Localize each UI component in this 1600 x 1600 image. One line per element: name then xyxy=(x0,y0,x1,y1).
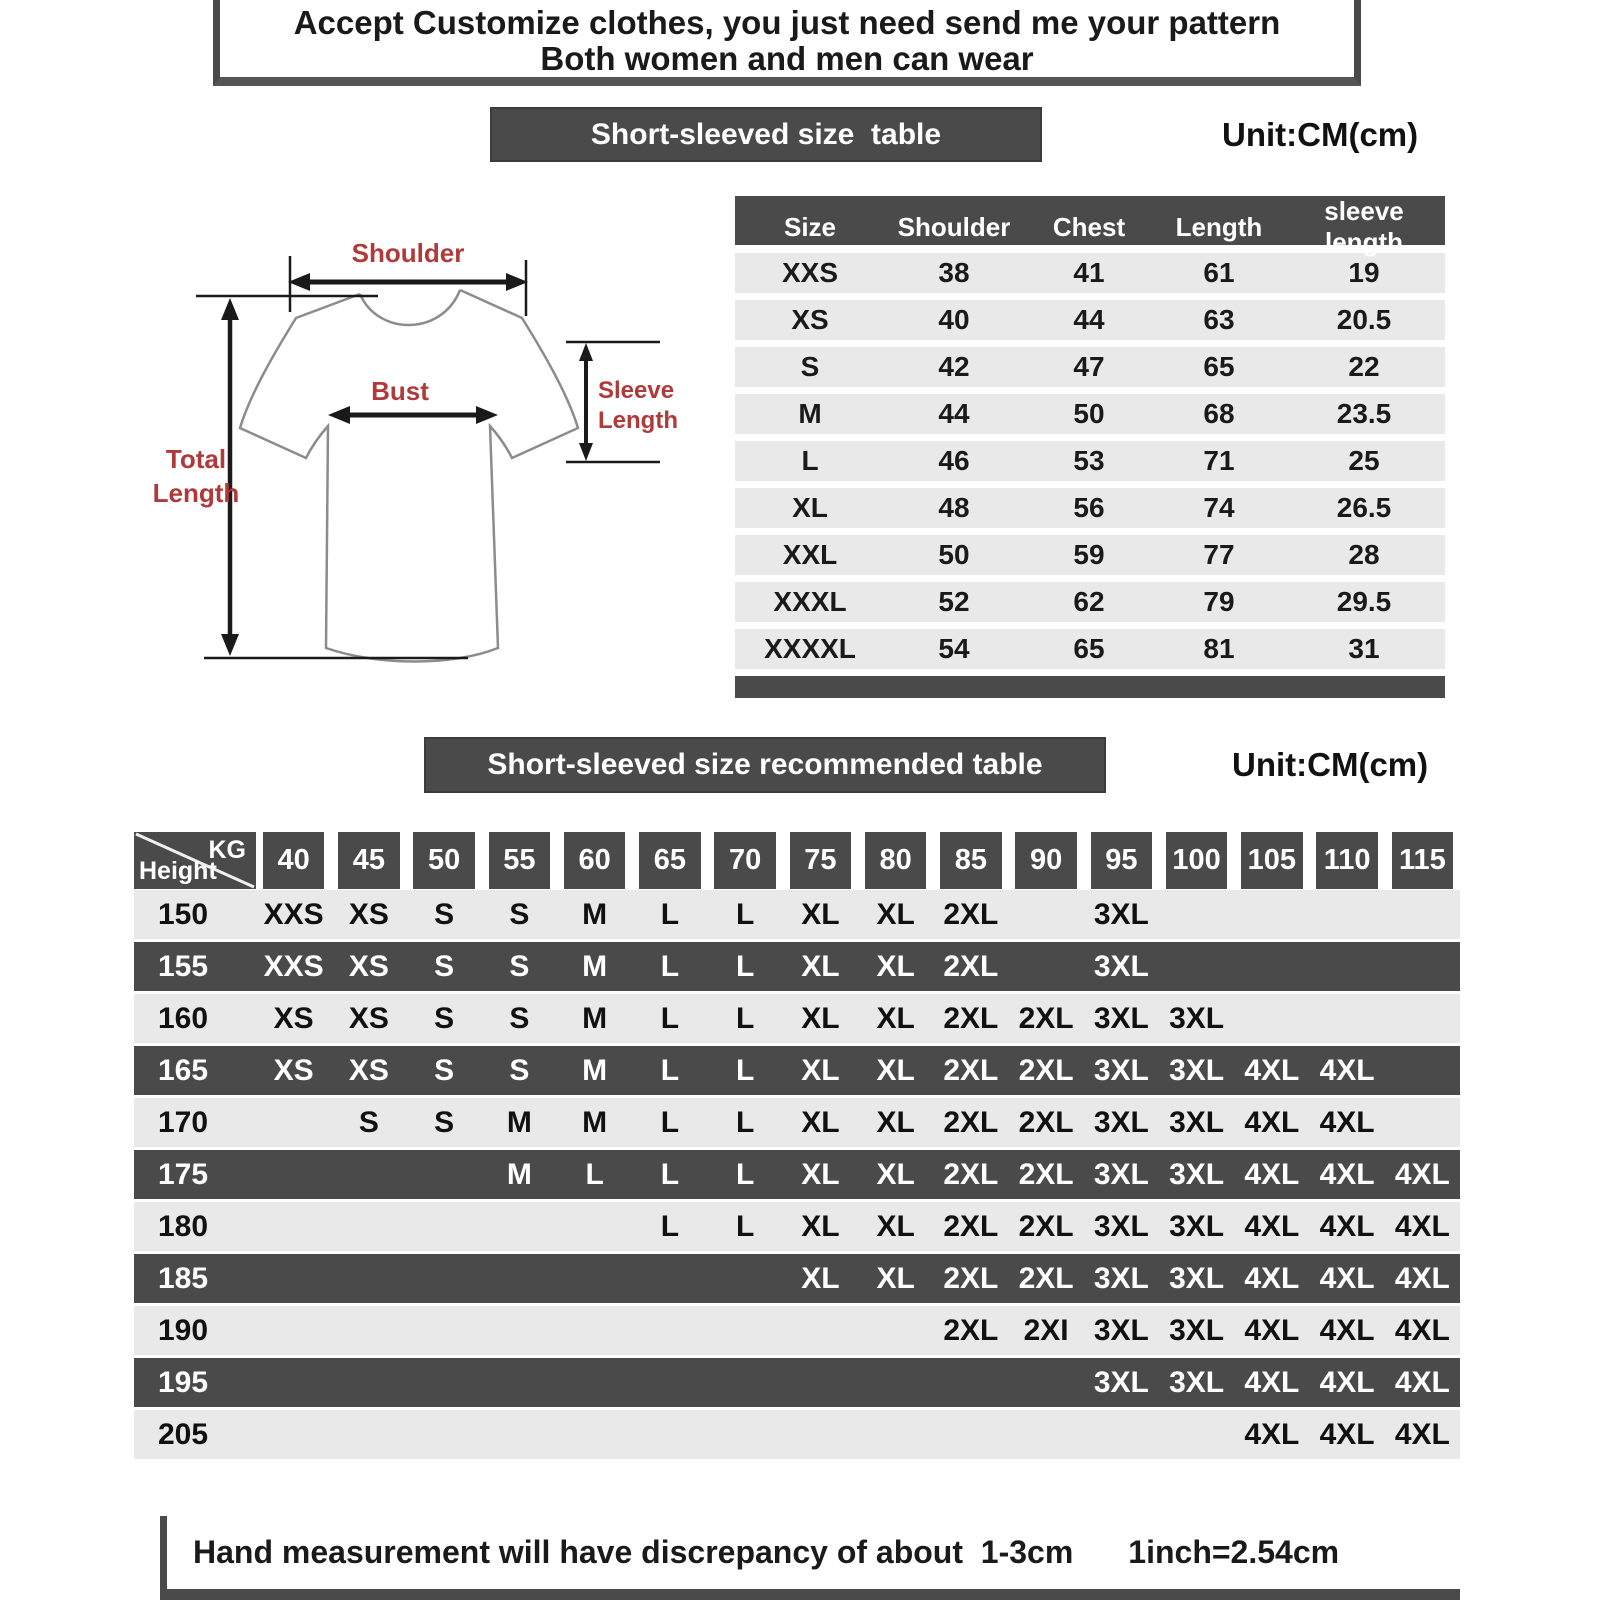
total-length-label-1: Total xyxy=(165,444,227,474)
measurement-cell: 28 xyxy=(1348,539,1380,570)
size-recommendation-cell: 4XL xyxy=(1394,1157,1450,1191)
size-recommendation-cell: 3XL xyxy=(1169,1105,1225,1139)
size-recommendation-cell: 4XL xyxy=(1244,1261,1300,1295)
weight-header-value: 100 xyxy=(1166,832,1228,889)
size-recommendation-cell: 3XL xyxy=(1093,1261,1149,1295)
size-recommendation-cell: 2XL xyxy=(943,1209,999,1243)
size-name-cell: L xyxy=(801,445,819,476)
size-recommendation-cell: L xyxy=(735,1157,755,1191)
measurement-cell: 61 xyxy=(1203,257,1235,288)
measurement-cell: 54 xyxy=(938,633,970,664)
height-row-label: 175 xyxy=(158,1157,209,1191)
size-recommendation-cell: 4XL xyxy=(1244,1313,1300,1347)
size-recommendation-cell: L xyxy=(735,1001,755,1035)
size-recommendation-cell: L xyxy=(660,1157,680,1191)
recommended-table-banner: Short-sleeved size recommended table xyxy=(424,737,1106,793)
height-row-label: 190 xyxy=(158,1313,209,1347)
weight-header-cell xyxy=(1385,832,1460,889)
size-recommendation-cell: 3XL xyxy=(1169,1209,1225,1243)
size-name-cell: XS xyxy=(791,304,829,335)
size-recommendation-cell: M xyxy=(506,1157,532,1191)
weight-header-value: 70 xyxy=(714,832,776,889)
size-recommendation-cell: S xyxy=(358,1105,379,1139)
size-name-cell: XXS xyxy=(781,257,839,288)
size-recommendation-cell: 4XL xyxy=(1244,1105,1300,1139)
weight-header-value: 80 xyxy=(865,832,927,889)
size-name-cell: S xyxy=(800,351,820,382)
size-recommendation-cell: S xyxy=(434,949,455,983)
weight-header-cell xyxy=(1084,832,1159,889)
weight-header-value: 45 xyxy=(338,832,400,889)
size-recommendation-cell: XL xyxy=(876,897,915,931)
size-recommendation-cell: 4XL xyxy=(1319,1105,1375,1139)
size-table-row xyxy=(735,347,1445,387)
size-recommendation-cell: XS xyxy=(273,1001,314,1035)
size-recommendation-cell: S xyxy=(434,1053,455,1087)
weight-header-value: 75 xyxy=(790,832,852,889)
weight-header-value: 50 xyxy=(413,832,475,889)
size-recommendation-cell: 2XL xyxy=(943,1261,999,1295)
size-recommendation-cell: 4XL xyxy=(1394,1209,1450,1243)
recommend-row xyxy=(134,1358,1460,1407)
recommend-row xyxy=(134,994,1460,1043)
tshirt-shape xyxy=(240,290,578,662)
size-recommendation-cell: 4XL xyxy=(1394,1365,1450,1399)
tshirt-diagram xyxy=(138,230,686,700)
size-table-row xyxy=(735,394,1445,434)
size-recommendation-cell: 4XL xyxy=(1319,1365,1375,1399)
size-recommendation-cell: 4XL xyxy=(1319,1261,1375,1295)
sleeve-length-label-1: Sleeve xyxy=(598,377,675,404)
size-recommendation-cell: XS xyxy=(348,1053,389,1087)
measurement-cell: 40 xyxy=(938,304,970,335)
weight-header-cell xyxy=(482,832,557,889)
recommend-row xyxy=(134,1202,1460,1251)
weight-header-cell xyxy=(858,832,933,889)
measurement-cell: 59 xyxy=(1073,539,1105,570)
size-recommendation-cell: 3XL xyxy=(1169,1001,1225,1035)
weight-header-value: 110 xyxy=(1316,832,1378,889)
size-recommendation-cell: M xyxy=(582,897,608,931)
height-row-label: 165 xyxy=(158,1053,209,1087)
height-row-label: 170 xyxy=(158,1105,209,1139)
weight-header-cell xyxy=(1234,832,1309,889)
size-recommendation-cell: 3XL xyxy=(1169,1157,1225,1191)
weight-header-cell xyxy=(331,832,406,889)
size-recommendation-cell: M xyxy=(506,1105,532,1139)
bust-label: Bust xyxy=(371,376,429,406)
recommend-row xyxy=(134,1098,1460,1147)
size-recommendation-cell: XS xyxy=(348,949,389,983)
size-table-row xyxy=(735,441,1445,481)
size-recommendation-cell: S xyxy=(509,949,530,983)
measurement-cell: 48 xyxy=(938,492,970,523)
weight-header-cell xyxy=(1310,832,1385,889)
size-recommendation-cell: S xyxy=(434,897,455,931)
size-recommendation-cell: 2XL xyxy=(1018,1261,1074,1295)
size-recommendation-cell: 2XL xyxy=(943,1053,999,1087)
weight-header-cell xyxy=(407,832,482,889)
measurement-cell: 38 xyxy=(938,257,970,288)
weight-header-value: 95 xyxy=(1091,832,1153,889)
measurement-cell: 79 xyxy=(1203,586,1235,617)
weight-header-cell xyxy=(783,832,858,889)
size-recommendation-cell: XL xyxy=(876,949,915,983)
measurement-cell: 29.5 xyxy=(1336,586,1392,617)
size-recommendation-cell: XXS xyxy=(263,949,324,983)
size-table-row xyxy=(735,300,1445,340)
size-recommendation-cell: 2XL xyxy=(943,1313,999,1347)
size-recommendation-cell: 3XL xyxy=(1093,1001,1149,1035)
size-recommendation-cell: 2XL xyxy=(1018,1209,1074,1243)
size-recommendation-cell: 3XL xyxy=(1093,1209,1149,1243)
size-recommendation-cell: L xyxy=(735,1053,755,1087)
measurement-cell: 77 xyxy=(1203,539,1235,570)
size-table-row xyxy=(735,582,1445,622)
size-recommendation-cell: M xyxy=(582,1053,608,1087)
size-recommendation-cell: XS xyxy=(348,897,389,931)
measurement-note: Hand measurement will have discrepancy of about 1-3cm xyxy=(193,1534,1074,1570)
size-recommendation-cell: 4XL xyxy=(1244,1417,1300,1451)
size-recommendation-cell: M xyxy=(582,949,608,983)
size-recommendation-cell: S xyxy=(509,1001,530,1035)
measurement-cell: 25 xyxy=(1348,445,1380,476)
weight-header-value: 60 xyxy=(564,832,626,889)
size-recommendation-cell: XS xyxy=(348,1001,389,1035)
size-name-cell: XXL xyxy=(782,539,838,570)
size-recommendation-cell: 3XL xyxy=(1169,1261,1225,1295)
size-recommendation-cell: XL xyxy=(876,1053,915,1087)
size-recommendation-cell: 4XL xyxy=(1319,1053,1375,1087)
measurement-cell: 26.5 xyxy=(1336,492,1392,523)
size-name-cell: XXXXL xyxy=(764,633,856,664)
measurement-cell: 74 xyxy=(1203,492,1235,523)
weight-header-cell xyxy=(933,832,1008,889)
size-recommendation-cell: 4XL xyxy=(1244,1053,1300,1087)
weight-header-value: 55 xyxy=(489,832,551,889)
size-table-banner: Short-sleeved size table xyxy=(490,107,1042,162)
size-recommendation-cell: L xyxy=(660,897,680,931)
size-table-col-header: sleeve length xyxy=(1324,196,1404,257)
weight-header-value: 85 xyxy=(940,832,1002,889)
measurement-cell: 23.5 xyxy=(1336,398,1392,429)
size-recommendation-cell: L xyxy=(660,949,680,983)
size-recommendation-cell: XL xyxy=(801,1261,840,1295)
size-recommendation-cell: 3XL xyxy=(1093,1157,1149,1191)
size-table-body xyxy=(735,253,1445,669)
size-name-cell: M xyxy=(798,398,822,429)
size-recommendation-cell: XL xyxy=(876,1157,915,1191)
size-recommendation-cell: XL xyxy=(801,1053,840,1087)
weight-header-value: 40 xyxy=(263,832,325,889)
size-recommendation-cell: S xyxy=(434,1105,455,1139)
size-name-cell: XL xyxy=(792,492,828,523)
size-table-col-header: Chest xyxy=(1052,211,1126,242)
measurement-cell: 50 xyxy=(938,539,970,570)
measurement-cell: 44 xyxy=(1073,304,1105,335)
weight-header-cell xyxy=(708,832,783,889)
size-table-row xyxy=(735,488,1445,528)
size-table-col-header: Shoulder xyxy=(897,211,1011,242)
total-length-label-2: Length xyxy=(152,478,240,508)
recommend-row xyxy=(134,942,1460,991)
measurement-cell: 63 xyxy=(1203,304,1235,335)
recommend-row xyxy=(134,1046,1460,1095)
height-row-label: 155 xyxy=(158,949,209,983)
size-recommendation-cell: 4XL xyxy=(1394,1313,1450,1347)
sleeve-length-label-2: Length xyxy=(598,407,678,434)
measurement-cell: 65 xyxy=(1203,351,1235,382)
size-name-cell: XXXL xyxy=(773,586,847,617)
size-recommendation-cell: L xyxy=(735,949,755,983)
measurement-cell: 68 xyxy=(1203,398,1235,429)
recommend-row xyxy=(134,1150,1460,1199)
size-recommendation-cell: 2XL xyxy=(1018,1053,1074,1087)
recommend-row xyxy=(134,1254,1460,1303)
height-row-label: 195 xyxy=(158,1365,209,1399)
height-row-label: 185 xyxy=(158,1261,209,1295)
weight-header-cell xyxy=(256,832,331,889)
height-row-label: 180 xyxy=(158,1209,209,1243)
size-recommendation-cell: 2XL xyxy=(943,949,999,983)
size-recommendation-cell: L xyxy=(660,1105,680,1139)
header-note xyxy=(213,0,1361,86)
size-recommendation-cell: L xyxy=(660,1001,680,1035)
size-recommendation-cell: XXS xyxy=(263,897,324,931)
size-recommendation-cell: XL xyxy=(801,949,840,983)
kg-height-corner-cell xyxy=(134,832,256,889)
unit-label-2: Unit:CM(cm) xyxy=(1232,746,1429,783)
measurement-cell: 31 xyxy=(1348,633,1380,664)
size-recommendation-cell: 3XL xyxy=(1093,949,1149,983)
measurement-cell: 41 xyxy=(1073,257,1105,288)
unit-label-1: Unit:CM(cm) xyxy=(1222,115,1419,153)
size-recommendation-cell: XS xyxy=(273,1053,314,1087)
size-recommendation-cell: XL xyxy=(801,1209,840,1243)
header-line-1: Accept Customize clothes, you just need send me your pattern xyxy=(293,4,1281,41)
size-recommendation-cell: L xyxy=(660,1053,680,1087)
measurement-cell: 81 xyxy=(1203,633,1235,664)
inch-conversion: 1inch=2.54cm xyxy=(1128,1534,1340,1570)
size-recommendation-cell: XL xyxy=(876,1209,915,1243)
size-recommendation-cell: 4XL xyxy=(1244,1157,1300,1191)
size-recommendation-cell: XL xyxy=(876,1105,915,1139)
size-table-col-header: Length xyxy=(1175,211,1263,242)
weight-header-value: 105 xyxy=(1241,832,1303,889)
size-recommendation-cell: 3XL xyxy=(1169,1313,1225,1347)
recommend-table-body xyxy=(134,890,1460,1459)
size-recommendation-cell: L xyxy=(660,1209,680,1243)
weight-header-cell xyxy=(557,832,632,889)
size-recommendation-cell: XL xyxy=(801,1157,840,1191)
size-table-col-header: Size xyxy=(783,211,837,242)
size-table-row xyxy=(735,629,1445,669)
size-recommendation-cell: 4XL xyxy=(1244,1365,1300,1399)
size-recommendation-cell: 2XL xyxy=(943,1001,999,1035)
size-recommendation-cell: L xyxy=(735,1105,755,1139)
size-recommendation-cell: 3XL xyxy=(1093,1105,1149,1139)
size-recommendation-cell: 3XL xyxy=(1169,1053,1225,1087)
kg-label: KG xyxy=(208,836,246,864)
size-recommendation-cell: 4XL xyxy=(1319,1313,1375,1347)
size-recommendation-cell: 3XL xyxy=(1093,1365,1149,1399)
measurement-cell: 62 xyxy=(1073,586,1105,617)
size-recommendation-cell: 3XL xyxy=(1093,897,1149,931)
size-recommendation-cell: M xyxy=(582,1001,608,1035)
size-recommendation-cell: XL xyxy=(876,1001,915,1035)
size-recommendation-cell: L xyxy=(585,1157,604,1191)
size-recommendation-cell: 4XL xyxy=(1244,1209,1300,1243)
size-recommendation-cell: 2XL xyxy=(1018,1001,1074,1035)
height-label-corner: Height xyxy=(139,857,217,885)
size-recommendation-cell: 2XI xyxy=(1023,1313,1069,1347)
size-recommendation-cell: M xyxy=(582,1105,608,1139)
size-recommendation-cell: S xyxy=(509,897,530,931)
size-recommendation-cell: 2XL xyxy=(943,1157,999,1191)
height-row-label: 150 xyxy=(158,897,209,931)
size-recommendation-cell: 3XL xyxy=(1093,1053,1149,1087)
recommend-table-header xyxy=(134,832,1460,889)
bust-arrow xyxy=(328,406,498,424)
recommend-row xyxy=(134,1306,1460,1355)
size-recommendation-cell: L xyxy=(735,1209,755,1243)
measurement-cell: 53 xyxy=(1073,445,1105,476)
recommend-row xyxy=(134,1410,1460,1459)
weight-header-value: 65 xyxy=(639,832,701,889)
size-recommendation-cell: XL xyxy=(801,1105,840,1139)
measurement-cell: 19 xyxy=(1348,257,1380,288)
header-line-2: Both women and men can wear xyxy=(540,40,1034,77)
tshirt-outline xyxy=(138,230,686,700)
recommend-table xyxy=(134,832,1460,1462)
measurement-cell: 44 xyxy=(938,398,970,429)
size-recommendation-cell: XL xyxy=(801,897,840,931)
measurement-cell: 56 xyxy=(1073,492,1105,523)
size-recommendation-cell: 4XL xyxy=(1319,1209,1375,1243)
measurement-cell: 50 xyxy=(1073,398,1105,429)
size-recommendation-cell: 2XL xyxy=(1018,1157,1074,1191)
weight-header-cell xyxy=(1159,832,1234,889)
size-table-header xyxy=(735,196,1445,257)
size-recommendation-cell: 4XL xyxy=(1394,1261,1450,1295)
height-row-label: 160 xyxy=(158,1001,209,1035)
measurement-cell: 20.5 xyxy=(1336,304,1392,335)
total-length-arrow xyxy=(196,296,468,658)
measurement-cell: 46 xyxy=(938,445,970,476)
measurement-cell: 52 xyxy=(938,586,970,617)
measurement-cell: 71 xyxy=(1203,445,1235,476)
size-recommendation-cell: XL xyxy=(876,1261,915,1295)
size-recommendation-cell: 2XL xyxy=(943,1105,999,1139)
size-recommendation-cell: S xyxy=(434,1001,455,1035)
size-table-row xyxy=(735,253,1445,293)
size-recommendation-cell: 4XL xyxy=(1319,1417,1375,1451)
size-table xyxy=(735,196,1445,698)
weight-header-cell xyxy=(1009,832,1084,889)
footer-note xyxy=(160,1516,1460,1600)
size-table-footer-bar xyxy=(735,676,1445,698)
measurement-cell: 22 xyxy=(1348,351,1380,382)
size-table-row xyxy=(735,535,1445,575)
size-recommendation-cell: 2XL xyxy=(1018,1105,1074,1139)
size-recommendation-cell: S xyxy=(509,1053,530,1087)
size-recommendation-cell: 4XL xyxy=(1394,1417,1450,1451)
measurement-cell: 65 xyxy=(1073,633,1105,664)
measurement-cell: 42 xyxy=(938,351,970,382)
recommend-row xyxy=(134,890,1460,939)
weight-header-value: 90 xyxy=(1015,832,1077,889)
measurement-cell: 47 xyxy=(1073,351,1105,382)
size-recommendation-cell: L xyxy=(735,897,755,931)
size-recommendation-cell: XL xyxy=(801,1001,840,1035)
size-recommendation-cell: 3XL xyxy=(1093,1313,1149,1347)
size-recommendation-cell: 3XL xyxy=(1169,1365,1225,1399)
size-recommendation-cell: 4XL xyxy=(1319,1157,1375,1191)
height-row-label: 205 xyxy=(158,1417,209,1451)
weight-header-value: 115 xyxy=(1392,832,1454,889)
size-recommendation-cell: 2XL xyxy=(943,897,999,931)
shoulder-label: Shoulder xyxy=(351,238,465,268)
weight-header-cell xyxy=(632,832,707,889)
